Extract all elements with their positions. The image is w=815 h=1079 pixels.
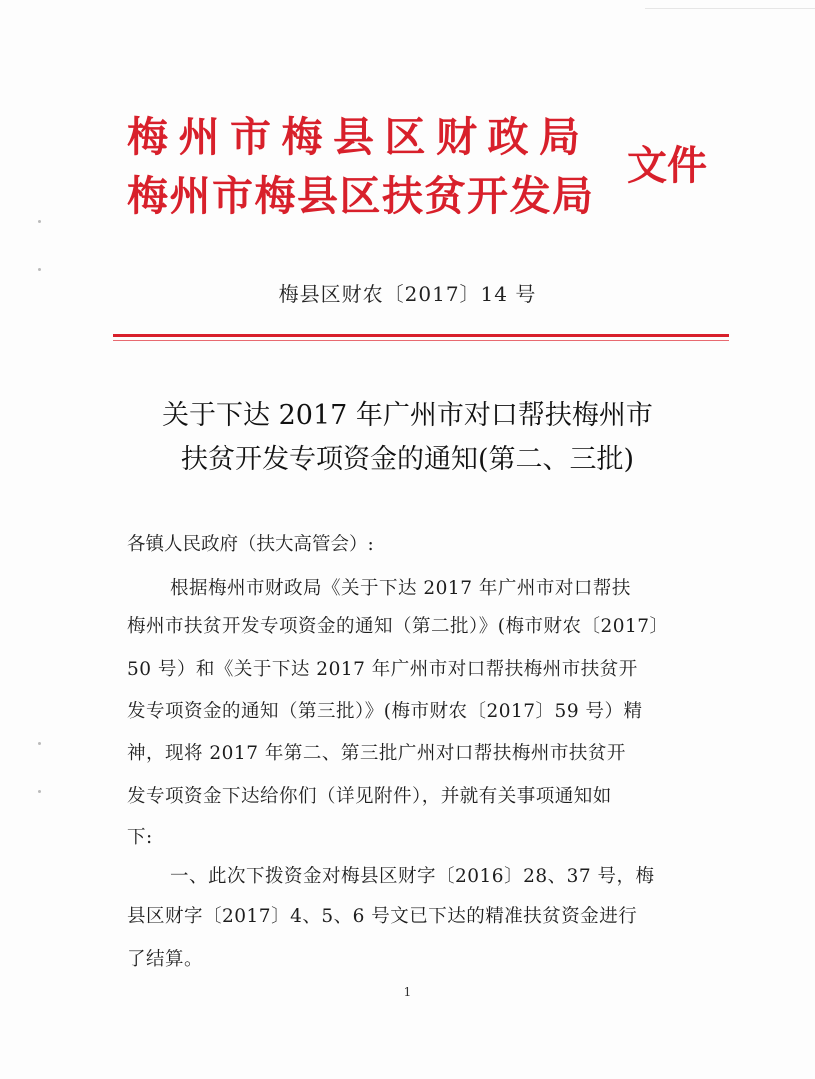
page-number: 1 [403,985,412,999]
body-line: 神，现将 2017 年第二、第三批广州对口帮扶梅州市扶贫开 [127,743,626,764]
body-line: 50 号）和《关于下达 2017 年广州市对口帮扶梅州市扶贫开 [127,659,638,680]
document-number: 梅县区财农〔2017〕14 号 [278,282,537,306]
body-line: 下: [127,827,153,848]
document-title-line-2: 扶贫开发专项资金的通知(第二、三批) [180,444,635,475]
scan-dot [38,220,41,223]
body-line: 根据梅州市财政局《关于下达 2017 年广州市对口帮扶 [170,578,631,599]
scan-dot [38,790,41,793]
body-line: 县区财字〔2017〕4、5、6 号文已下达的精准扶贫资金进行 [127,906,638,927]
body-line: 一、此次下拨资金对梅县区财字〔2016〕28、37 号，梅 [170,866,655,887]
body-line: 了结算。 [127,949,204,970]
document-title-line-1: 关于下达 2017 年广州市对口帮扶梅州市 [162,400,653,431]
body-line: 梅州市扶贫开发专项资金的通知（第二批）》(梅市财农〔2017〕 [127,616,669,637]
scan-dot [38,742,41,745]
issuer-finance-bureau: 梅州市梅县区财政局 [127,113,591,161]
letterhead [127,100,727,230]
red-divider-shadow [113,340,729,341]
document-type-label: 文件 [627,142,707,189]
salutation: 各镇人民政府（扶大高管会）: [127,534,374,555]
issuer-poverty-bureau: 梅州市梅县区扶贫开发局 [127,172,595,220]
scan-dot [38,268,41,271]
red-divider [113,334,729,337]
scan-edge [645,0,815,9]
body-line: 发专项资金下达给你们（详见附件），并就有关事项通知如 [127,786,612,807]
body-line: 发专项资金的通知（第三批）》(梅市财农〔2017〕59 号）精 [127,701,643,722]
